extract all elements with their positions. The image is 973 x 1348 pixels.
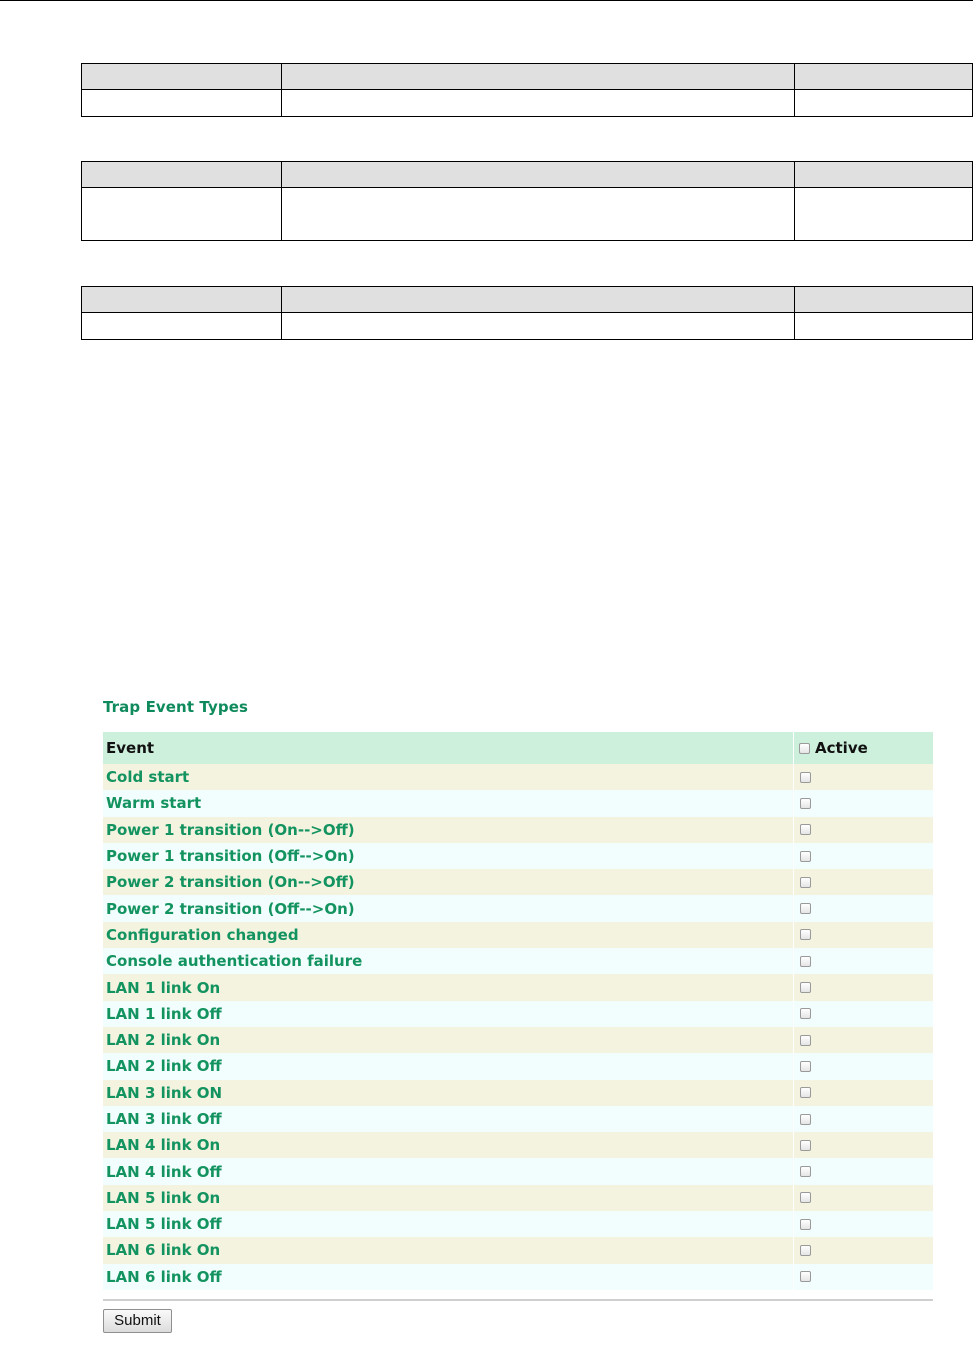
param-table-row	[82, 90, 973, 117]
trap-event-active-cell	[794, 1035, 933, 1046]
trap-event-active-cell	[794, 929, 933, 940]
event-column-header: Event	[106, 739, 155, 757]
trap-event-active-checkbox[interactable]	[800, 1271, 811, 1282]
trap-event-label: LAN 3 link ON	[106, 1083, 223, 1102]
trap-event-row	[103, 1132, 933, 1158]
trap-event-active-cell	[794, 851, 933, 862]
trap-event-row	[103, 895, 933, 921]
trap-event-label: LAN 5 link On	[106, 1188, 221, 1207]
trap-event-active-checkbox[interactable]	[800, 877, 811, 888]
trap-event-label: Power 2 transition (On-->Off)	[106, 873, 355, 892]
submit-divider	[103, 1299, 933, 1301]
trap-event-active-checkbox[interactable]	[800, 982, 811, 993]
trap-event-row	[103, 1053, 933, 1079]
trap-event-active-cell	[794, 824, 933, 835]
trap-event-label: LAN 2 link On	[106, 1031, 221, 1050]
param-table-row	[82, 188, 973, 241]
trap-event-label: LAN 6 link On	[106, 1241, 221, 1260]
trap-event-active-cell	[794, 1140, 933, 1151]
trap-event-active-checkbox[interactable]	[800, 1008, 811, 1019]
trap-event-active-checkbox[interactable]	[800, 798, 811, 809]
trap-event-active-checkbox[interactable]	[800, 772, 811, 783]
trap-event-active-cell	[794, 772, 933, 783]
trap-event-label: Power 1 transition (Off-->On)	[106, 847, 355, 866]
trap-event-active-checkbox[interactable]	[800, 824, 811, 835]
trap-event-active-checkbox[interactable]	[800, 1192, 811, 1203]
trap-event-active-checkbox[interactable]	[800, 1087, 811, 1098]
param-table-row	[82, 313, 973, 340]
trap-event-active-checkbox[interactable]	[800, 903, 811, 914]
trap-event-row	[103, 790, 933, 816]
trap-event-active-cell	[794, 956, 933, 967]
trap-event-label: Configuration changed	[106, 925, 299, 944]
param-table-1	[81, 63, 973, 117]
trap-event-active-cell	[794, 1245, 933, 1256]
trap-event-label: LAN 6 link Off	[106, 1267, 222, 1286]
trap-event-row	[103, 1237, 933, 1263]
trap-event-label: LAN 4 link Off	[106, 1162, 222, 1181]
trap-event-label: Power 2 transition (Off-->On)	[106, 899, 355, 918]
trap-event-row	[103, 764, 933, 790]
trap-event-label: LAN 3 link Off	[106, 1110, 222, 1128]
param-table-header	[82, 287, 973, 313]
trap-event-label: LAN 5 link Off	[106, 1215, 222, 1234]
param-table-header	[82, 162, 973, 188]
trap-event-label: LAN 2 link Off	[106, 1057, 222, 1076]
active-column-header	[794, 739, 933, 757]
trap-event-active-cell	[794, 982, 933, 993]
trap-event-active-cell	[794, 1271, 933, 1282]
trap-event-active-cell	[794, 1166, 933, 1177]
trap-event-active-checkbox[interactable]	[800, 929, 811, 940]
trap-event-label: Power 1 transition (On-->Off)	[106, 820, 355, 839]
trap-event-row	[103, 1106, 933, 1132]
trap-event-active-checkbox[interactable]	[800, 851, 811, 862]
trap-event-label: Console authentication failure	[106, 952, 363, 971]
trap-event-row	[103, 1027, 933, 1053]
param-table-2	[81, 161, 973, 241]
trap-event-label: LAN 4 link On	[106, 1136, 221, 1155]
trap-event-active-cell	[794, 1008, 933, 1019]
trap-event-row	[103, 1080, 933, 1106]
trap-event-active-checkbox[interactable]	[800, 1061, 811, 1072]
trap-event-rows	[103, 764, 933, 1290]
trap-event-row	[103, 1158, 933, 1184]
trap-event-row	[103, 922, 933, 948]
trap-event-active-cell	[794, 798, 933, 809]
select-all-active-checkbox[interactable]	[799, 743, 810, 754]
trap-event-active-checkbox[interactable]	[800, 1166, 811, 1177]
top-rule	[0, 0, 973, 1]
trap-event-row	[103, 843, 933, 869]
param-table-3	[81, 286, 973, 340]
trap-event-active-cell	[794, 1192, 933, 1203]
trap-event-active-cell	[794, 1061, 933, 1072]
trap-event-active-checkbox[interactable]	[800, 1035, 811, 1046]
trap-event-active-cell	[794, 903, 933, 914]
trap-event-active-checkbox[interactable]	[800, 1114, 811, 1125]
param-table-header	[82, 64, 973, 90]
trap-event-active-checkbox[interactable]	[800, 956, 811, 967]
trap-event-label: LAN 1 link Off	[106, 1004, 222, 1023]
trap-event-active-cell	[794, 1087, 933, 1098]
submit-button[interactable]: Submit	[103, 1309, 172, 1333]
trap-event-row	[103, 948, 933, 974]
trap-event-row	[103, 1264, 933, 1290]
trap-event-row	[103, 1001, 933, 1027]
trap-event-types-title: Trap Event Types	[103, 698, 249, 716]
trap-event-active-cell	[794, 1114, 933, 1125]
trap-event-active-checkbox[interactable]	[800, 1245, 811, 1256]
active-column-label: Active	[815, 739, 868, 757]
trap-event-row	[103, 1211, 933, 1237]
trap-event-row	[103, 974, 933, 1000]
trap-event-table	[103, 732, 933, 1290]
trap-event-label: LAN 1 link On	[106, 978, 221, 997]
trap-event-label: Cold start	[106, 768, 190, 787]
trap-event-row	[103, 869, 933, 895]
trap-event-table-header	[103, 732, 933, 764]
trap-event-row	[103, 1185, 933, 1211]
trap-event-active-cell	[794, 1219, 933, 1230]
trap-event-active-checkbox[interactable]	[800, 1140, 811, 1151]
trap-event-active-cell	[794, 877, 933, 888]
trap-event-label: Warm start	[106, 794, 202, 813]
trap-event-row	[103, 817, 933, 843]
trap-event-active-checkbox[interactable]	[800, 1219, 811, 1230]
